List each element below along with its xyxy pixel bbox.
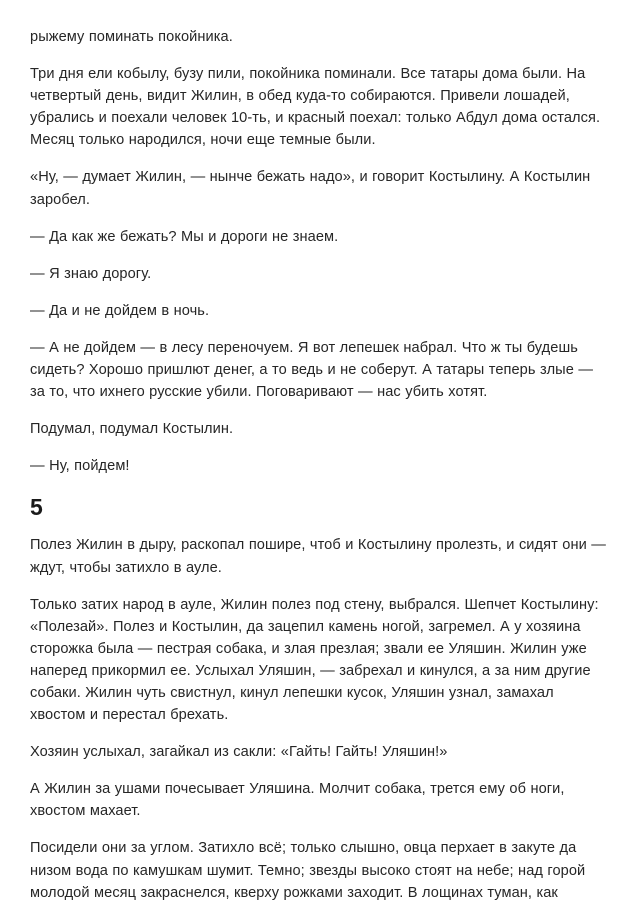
paragraph-sat-behind-corner: Посидели они за углом. Затихло всё; только слышно, овца перхает в закуте да низом вода по камушкам шумит. Темно; звезды высоко стоят на небе; над горой молодой месяц закраснелся, кверху рожками заходит. В лощинах туман, как bbox=[30, 840, 586, 901]
paragraph-kostylin-thought: Подумал, подумал Костылин. bbox=[30, 421, 234, 438]
paragraph-dug-hole: Полез Жилин в дыру, раскопал пошире, чтоб и Костылину пролезть, и сидят они — ждут, чтобы затихло в ауле. bbox=[30, 537, 606, 576]
paragraph-zhilin-thinks: «Ну, — думает Жилин, — нынче бежать надо», и говорит Костылину. А Костылин заробел. bbox=[30, 169, 591, 208]
paragraph-dialogue-sleep-in-forest: — А не дойдем — в лесу переночуем. Я вот лепешек набрал. Что ж ты будешь сидеть? Хорошо пришлют денег, а то ведь и не соберут. А татары теперь злые — за то, что ихнего русские убили. Поговаривают — нас убить хотят. bbox=[30, 339, 593, 401]
paragraph-three-days: Три дня ели кобылу, бузу пили, покойника поминали. Все татары дома были. На четвертый день, видит Жилин, в обед куда-то собираются. Привели лошадей, убрались и поехали человек 10-ть, и красный поехал: только Абдул дома остался. Месяц только народился, ночи еще темные были. bbox=[30, 66, 601, 149]
paragraph-dialogue-lets-go: — Ну, пойдем! bbox=[30, 458, 130, 475]
paragraph-escape-under-wall: Только затих народ в ауле, Жилин полез под стену, выбрался. Шепчет Костылину: «Полезай». Полез и Костылин, да зацепил камень ногой, загремел. А у хозяина сторожка была — пестрая собака, и злая презлая; звали ее Уляшин. Жилин уже наперед прикормил ее. Услыхал Уляшин, — забрехал и кинулся, а за ним другие собаки. Жилин чуть свистнул, кинул лепешки кусок, Уляшин узнал, замахал хвостом и перестал брехать. bbox=[30, 596, 599, 724]
paragraph-dialogue-not-reach: — Да и не дойдем в ночь. bbox=[30, 302, 210, 319]
paragraph-scratching-dog: А Жилин за ушами почесывает Уляшина. Молчит собака, трется ему об ноги, хвостом махает. bbox=[30, 781, 565, 820]
chapter-heading-5: 5 bbox=[30, 494, 43, 521]
paragraph-owner-shouts: Хозяин услыхал, загайкал из сакли: «Гайть! Гайть! Уляшин!» bbox=[30, 744, 448, 761]
paragraph-continuation: рыжему поминать покойника. bbox=[30, 29, 233, 45]
paragraph-dialogue-know-road: — Я знаю дорогу. bbox=[30, 265, 152, 282]
document-body bbox=[30, 26, 610, 904]
paragraph-dialogue-how-to-run: — Да как же бежать? Мы и дороги не знаем. bbox=[30, 228, 339, 245]
